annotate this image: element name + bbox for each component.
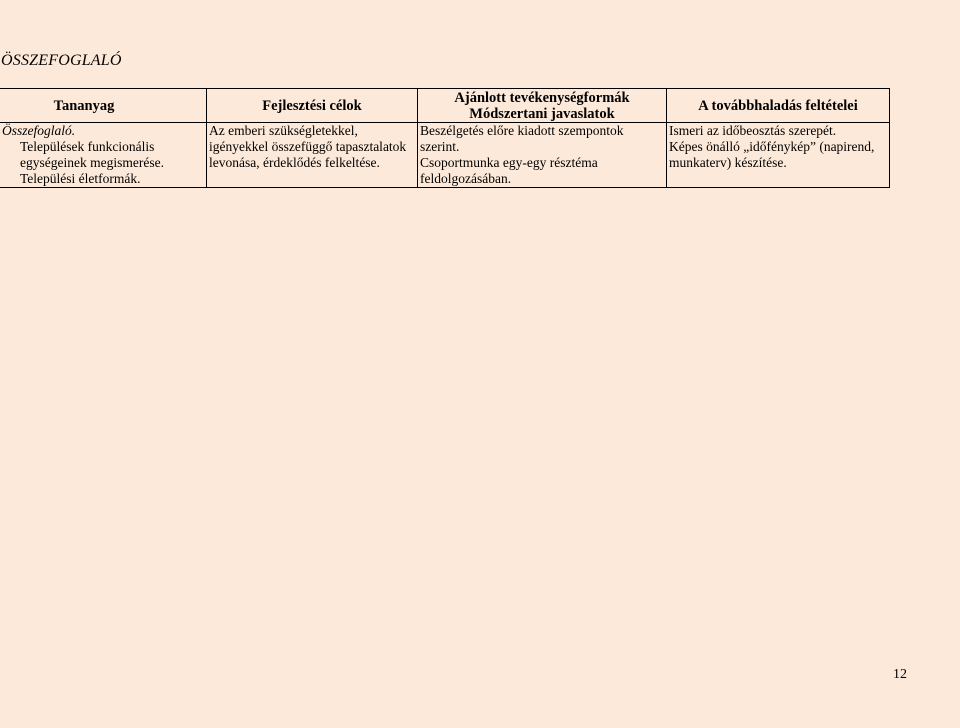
cell-fejlesztesi-celok-line: levonása, érdeklődés felkeltése. (209, 155, 380, 170)
cell-tevekenysegformak-line: feldolgozásában. (420, 171, 512, 186)
cell-ajanlott-tevekenysegformak (418, 123, 667, 188)
cell-tovabbhaladas-feltetelei (667, 123, 890, 188)
cell-tananyag-line: Települési életformák. (20, 171, 141, 186)
cell-tevekenysegformak-line: szerint. (420, 139, 460, 154)
summary-table (0, 88, 890, 188)
cell-feltetelei-line: munkaterv) készítése. (669, 155, 787, 170)
cell-feltetelei-line: Képes önálló „időfénykép” (napirend, (669, 139, 875, 154)
cell-fejlesztesi-celok-line: Az emberi szükségletekkel, (209, 123, 358, 138)
table-header-row (0, 89, 890, 123)
page-number: 12 (893, 667, 907, 682)
page-heading: ÖSSZEFOGLALÓ (1, 52, 122, 69)
cell-tevekenysegformak-line: Csoportmunka egy-egy résztéma (420, 155, 598, 170)
cell-tananyag-line: Települések funkcionális (20, 139, 155, 154)
header-gap (168, 89, 207, 123)
cell-fejlesztesi-celok (207, 123, 418, 188)
header-ajanlott-tevekenysegformak (418, 89, 667, 123)
table-row (0, 123, 890, 188)
header-fejlesztesi-celok: Fejlesztési célok (207, 89, 418, 123)
cell-tananyag-line: egységeinek megismerése. (20, 155, 164, 170)
cell-tananyag (0, 123, 168, 188)
cell-feltetelei-line: Ismeri az időbeosztás szerepét. (669, 123, 837, 138)
cell-fejlesztesi-celok-line: igényekkel összefüggő tapasztalatok (209, 139, 407, 154)
header-tananyag: Tananyag (0, 89, 168, 123)
header-col3-line2: Módszertani javaslatok (469, 105, 615, 122)
cell-gap (168, 123, 207, 188)
cell-tevekenysegformak-line: Beszélgetés előre kiadott szempontok (420, 123, 624, 138)
cell-tananyag-line: Összefoglaló. (2, 123, 76, 138)
header-col3-line1: Ajánlott tevékenységformák (454, 89, 630, 106)
header-tovabbhaladas-feltetelei: A továbbhaladás feltételei (667, 89, 890, 123)
